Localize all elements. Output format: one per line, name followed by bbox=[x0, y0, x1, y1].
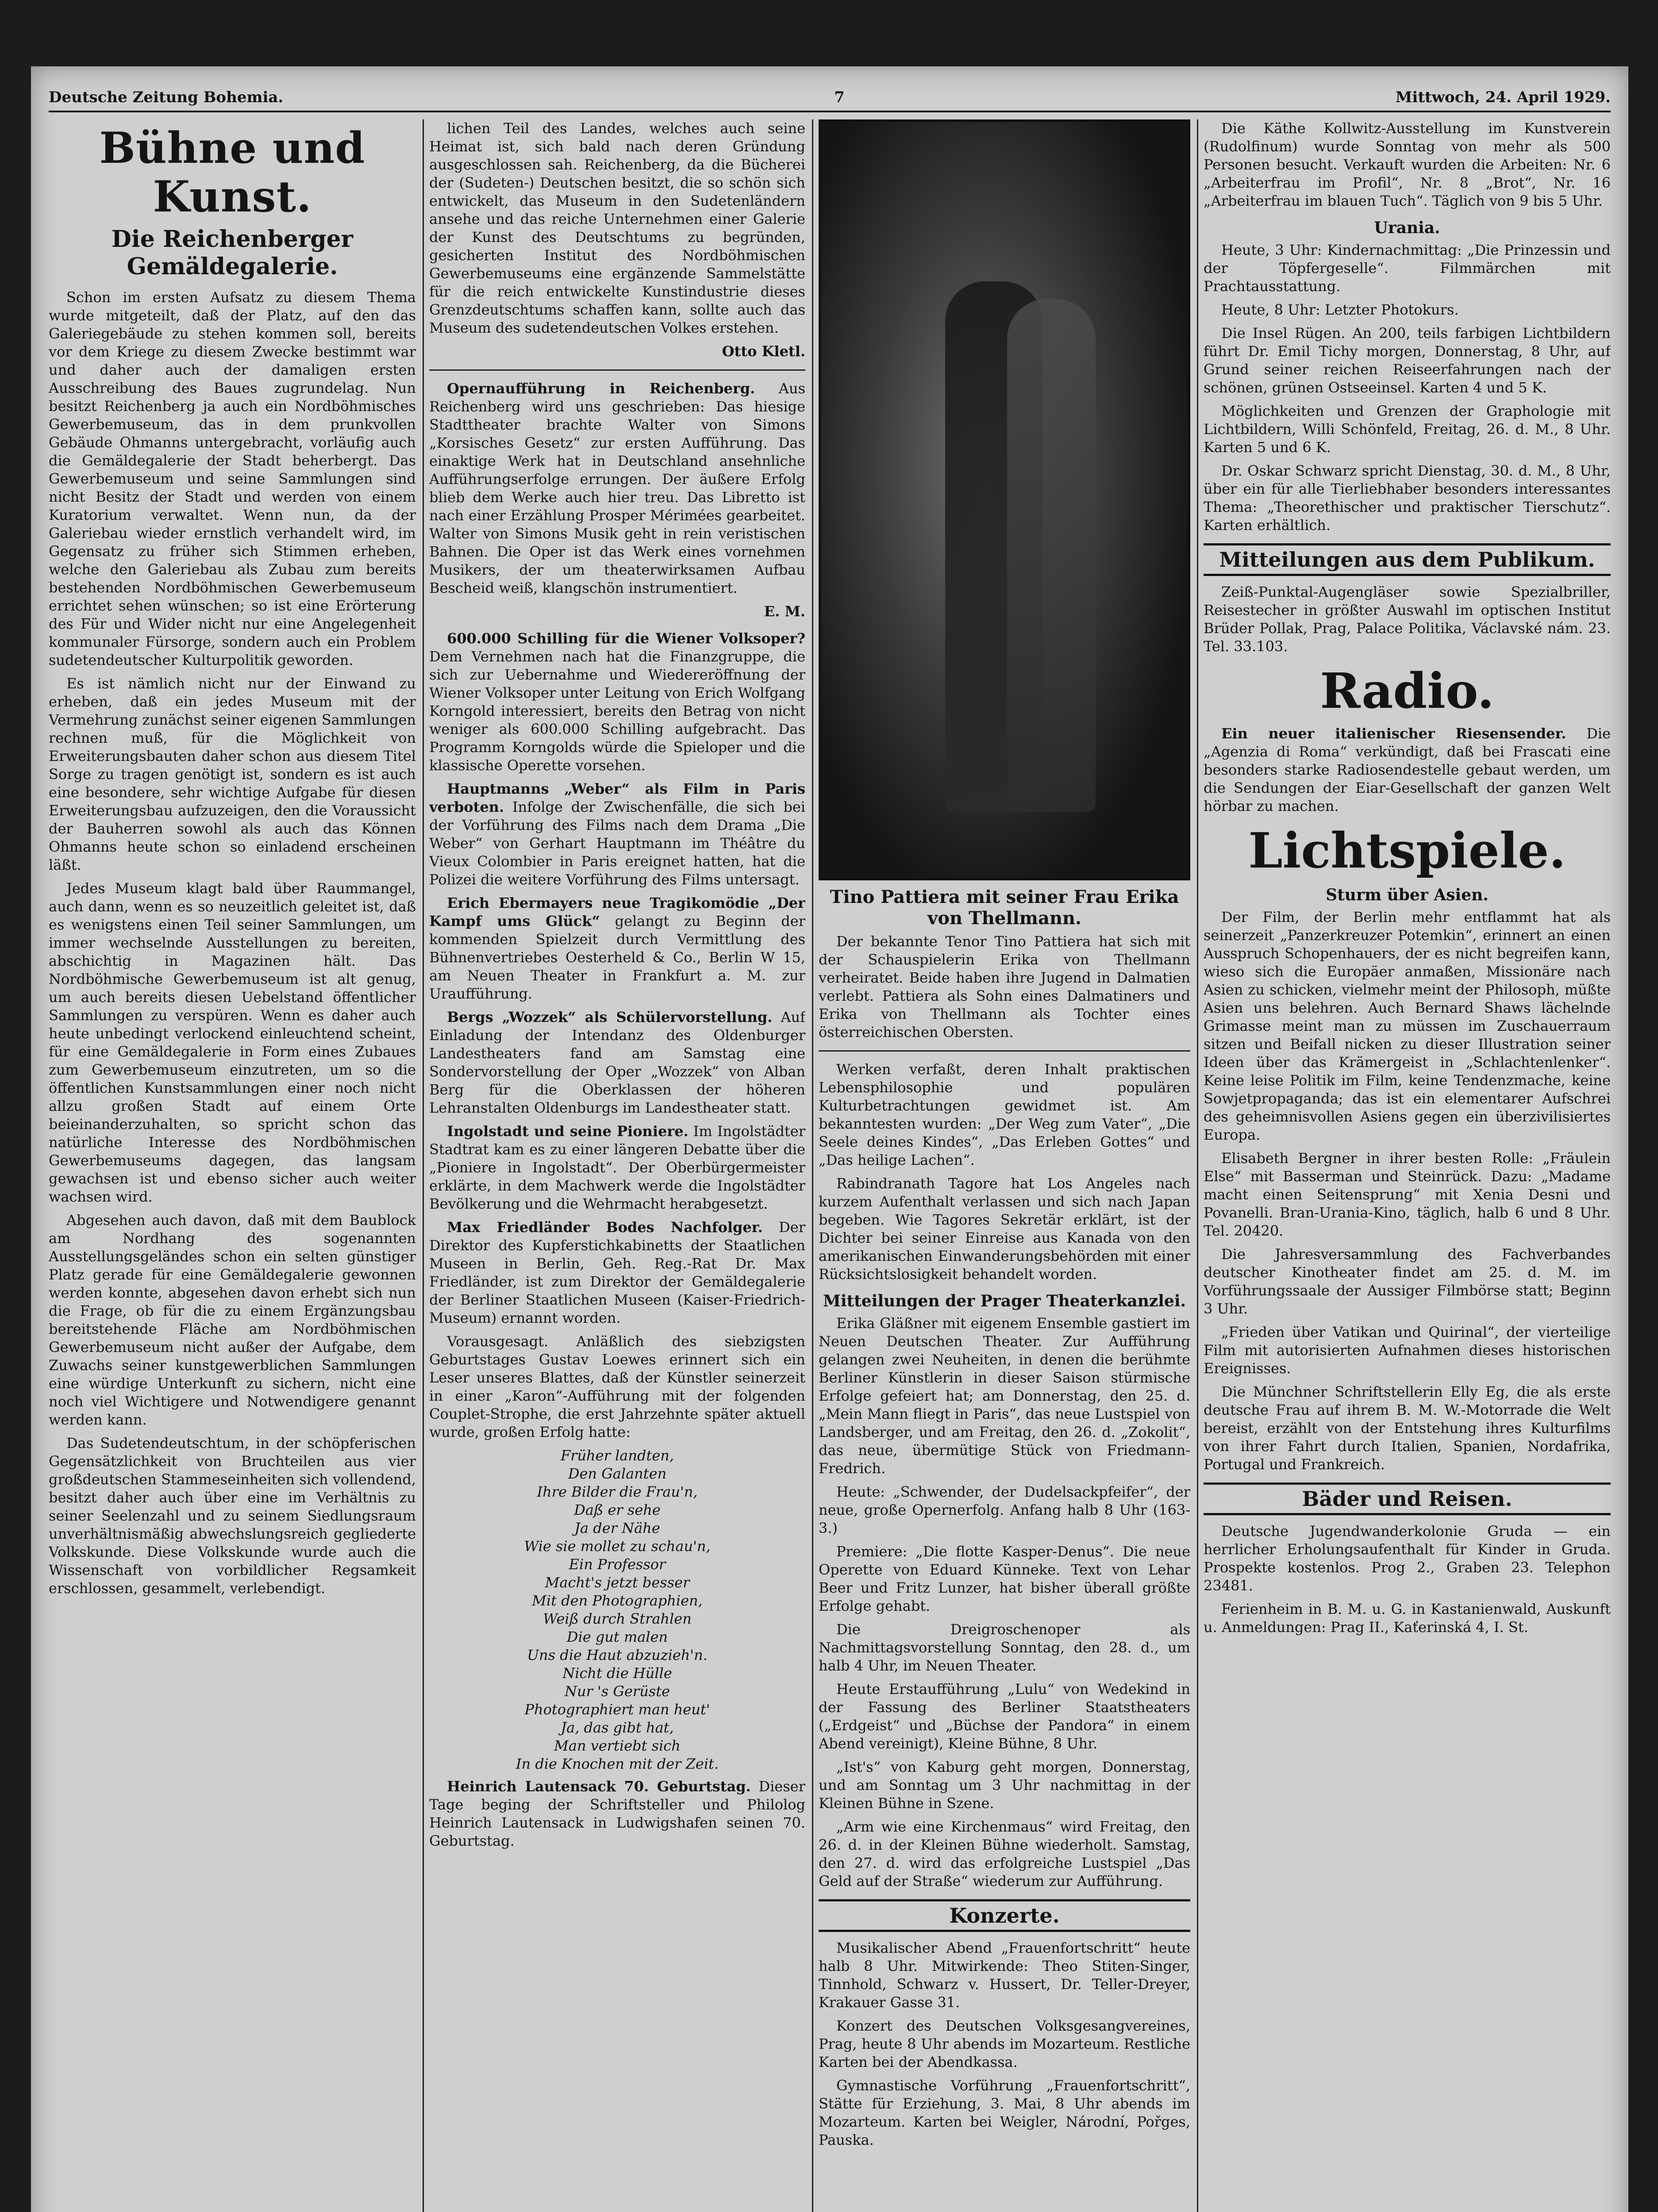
poem-line: Daß er sehe bbox=[574, 1502, 661, 1518]
section-header-baeder: Bäder und Reisen. bbox=[1204, 1482, 1611, 1515]
section-header-mitteilungen: Mitteilungen aus dem Publikum. bbox=[1204, 543, 1611, 576]
poem-line: Uns die Haut abzuzieh'n. bbox=[527, 1647, 708, 1663]
news-item-text: Aus Reichenberg wird uns geschrieben: Das hiesige Stadttheater brachte Walter von Simons „Korsisches Gesetz“ zur ersten Aufführung. Das einaktige Werk hat in Deutschland ansehnliche Aufführungserfolge errungen. Der äußere Erfolg blieb dem Werke auch hier treu. Das Libretto ist nach einer Erzählung Prosper Mérimées gearbeitet. Walter von Simons Musik geht in rein veristischen Bahnen. Die Oper ist das Werk eines vornehmen Musikers, der um theaterwirksamen Aufbau Bescheid weiß, klangschön instrumentiert. bbox=[429, 380, 805, 596]
news-item-text: Auf Einladung der Intendanz des Oldenburger Landestheaters fand am Samstag eine Sondervorstellung der Oper „Wozzek“ von Alban Berg für die Oberklassen der höheren Lehranstalten Oldenburgs im Landestheater statt. bbox=[429, 1009, 805, 1116]
urania-item: Dr. Oskar Schwarz spricht Dienstag, 30. d. M., 8 Uhr, über ein für alle Tierliebhaber besonders interessantes Thema: „Theorethischer und praktischer Tierschutz“. Karten erhältlich. bbox=[1204, 462, 1611, 534]
column-4 bbox=[1204, 119, 1611, 2212]
paragraph: Das Sudetendeutschtum, in der schöpferischen Gegensätzlichkeit von Bruchteilen aus vier großdeutschen Stammeseinheiten sich vollendend, besitzt daher auch über eine im Verhältnis zu seiner Seelenzahl und zu seinem Siedlungsraum unverhältnismäßig abwechslungsreich gegliederte Volkskunde. Diese Volkskunde wurde auch die Wissenschaft von vorbildlicher Regsamkeit erschlossen, gesammelt, verlebendigt. bbox=[49, 1435, 416, 1597]
urania-item: Heute, 3 Uhr: Kindernachmittag: „Die Prinzessin und der Töpfergeselle“. Filmmärchen mit Prachtausstattung. bbox=[1204, 242, 1611, 295]
cinema-item: Die Münchner Schriftstellerin Elly Eg, die als erste deutsche Frau auf ihrem B. M. W.-Motorrade die Welt bereist, erzählt von der Entstehung ihres Kulturfilms von ihrer Fahrt durch Italien, Spanien, Nordafrika, Portugal und Frankreich. bbox=[1204, 1383, 1611, 1473]
news-item-title: Heinrich Lautensack 70. Geburtstag. bbox=[447, 1778, 751, 1795]
news-item-title: Max Friedländer Bodes Nachfolger. bbox=[447, 1219, 763, 1236]
poem bbox=[429, 1447, 805, 1773]
paragraph: Rabindranath Tagore hat Los Angeles nach kurzem Aufenthalt verlassen und sich nach Japan begeben. Wie Tagores Sekretär erklärt, ist der Dichter bei seiner Einreise aus Kanada von den amerikanischen Einwanderungsbehörden mit einer Rücksichtslosigkeit behandelt worden. bbox=[819, 1175, 1190, 1283]
news-item-text: Der Direktor des Kupferstichkabinetts der Staatlichen Museen in Berlin, Geh. Reg.-Rat Dr. Max Friedländer, ist zum Direktor der Gemäldegalerie der Berliner Staatlichen Museen (Kaiser-Friedrich-Museum) ernannt worden. bbox=[429, 1219, 805, 1326]
column-1 bbox=[49, 119, 416, 2212]
theater-item: Erika Gläßner mit eigenem Ensemble gastiert im Neuen Deutschen Theater. Zur Aufführung gelangen zwei Neuheiten, in denen die berühmte Berliner Künstlerin in dieser Saison stürmische Erfolge gefeiert hat; am Donnerstag, den 25. d. „Mein Mann fliegt in Paris“, das neue Lustspiel von Landsberger, und am Freitag, den 26. d. „Zokolit“, das neue, übermütige Stück von Friedmann-Fredrich. bbox=[819, 1315, 1190, 1477]
article-title: Die Reichenberger Gemäldegalerie. bbox=[111, 226, 354, 280]
news-item bbox=[429, 1122, 805, 1213]
section-header-lichtspiele: Lichtspiele. bbox=[1248, 822, 1566, 879]
news-item-title: Ingolstadt und seine Pioniere. bbox=[447, 1123, 689, 1140]
news-item bbox=[429, 1218, 805, 1327]
news-item-title: 600.000 Schilling für die Wiener Volksoper? bbox=[447, 630, 805, 647]
cinema-item: Elisabeth Bergner in ihrer besten Rolle: „Fräulein Else“ mit Basserman und Steinrück. Dazu: „Madame macht einen Seitensprung“ mit Xenia Desni und Povanelli. Bran-Urania-Kino, täglich, halb 6 und 8 Uhr. Tel. 20420. bbox=[1204, 1150, 1611, 1239]
column-3 bbox=[819, 119, 1190, 2212]
radio-item-title: Ein neuer italienischer Riesensender. bbox=[1221, 725, 1566, 742]
poem-line: Weiß durch Strahlen bbox=[543, 1610, 692, 1627]
news-item bbox=[429, 780, 805, 889]
news-item bbox=[429, 894, 805, 1003]
radio-item-text: Die „Agenzia di Roma“ verkündigt, daß bei Frascati eine besonders starke Radiosendestelle gebaut werden, um die Sendungen der Eiar-Gesellschaft der ganzen Welt hörbar zu machen. bbox=[1204, 725, 1611, 814]
column-rule bbox=[1197, 119, 1198, 2212]
poem-line: Die gut malen bbox=[566, 1628, 668, 1645]
divider bbox=[819, 1050, 1190, 1052]
film-title: Sturm über Asien. bbox=[1326, 886, 1489, 904]
photo-caption: Der bekannte Tenor Tino Pattiera hat sich mit der Schauspielerin Erika von Thellmann verheiratet. Beide haben ihre Jugend in Dalmatien verlebt. Pattiera als Sohn eines Dalmatiners und Erika von Thellmann als Tochter eines österreichischen Obersten. bbox=[819, 933, 1190, 1041]
news-item-text: Dem Vernehmen nach hat die Finanzgruppe, die sich zur Uebernahme und Wiedereröffnung der Wiener Volksoper unter Leitung von Erich Wolfgang Korngold interessiert, bereits den Betrag von nicht weniger als 600.000 Schilling aufgebracht. Das Programm Korngolds würde die Spieloper und die klassische Operette vorsehen. bbox=[429, 648, 805, 774]
news-item-title: Erich Ebermayers neue Tragikomödie „Der Kampf ums Glück“ bbox=[429, 895, 805, 929]
photo-figure bbox=[1007, 299, 1096, 812]
poem-line: Macht's jetzt besser bbox=[545, 1574, 690, 1591]
urania-item: Möglichkeiten und Grenzen der Graphologie mit Lichtbildern, Willi Schönfeld, Freitag, 26. d. M., 8 Uhr. Karten 5 und 6 K. bbox=[1204, 403, 1611, 456]
news-item bbox=[429, 1333, 805, 1441]
theater-item: Die Dreigroschenoper als Nachmittagsvorstellung Sonntag, den 28. d., um halb 4 Uhr, im Neuen Theater. bbox=[819, 1621, 1190, 1674]
column-2 bbox=[429, 119, 805, 2212]
exhibition-notice: Die Käthe Kollwitz-Ausstellung im Kunstverein (Rudolfinum) wurde Sonntag von mehr als 500 Personen besucht. Verkauft wurden die Arbeiten: Nr. 6 „Arbeiterfrau im Profil“, Nr. 8 „Brot“, Nr. 16 „Arbeiterfrau im blauen Tuch“. Täglich von 9 bis 5 Uhr. bbox=[1204, 120, 1611, 209]
author-signature: E. M. bbox=[764, 603, 805, 620]
poem-line: Wie sie mollet zu schau'n, bbox=[524, 1538, 711, 1555]
concert-item: Konzert des Deutschen Volksgesangvereines, Prag, heute 8 Uhr abends im Mozarteum. Restliche Karten bei der Abendkassa. bbox=[819, 2017, 1190, 2070]
urania-item: Die Insel Rügen. An 200, teils farbigen Lichtbildern führt Dr. Emil Tichy morgen, Donnerstag, 8 Uhr, auf Grund seiner reichen Reiseerfahrungen nach der schönen, grünen Ostseeinsel. Karten 4 und 5 K. bbox=[1204, 325, 1611, 396]
news-item-title: Bergs „Wozzek“ als Schülervorstellung. bbox=[447, 1009, 773, 1025]
section-title: Bühne und Kunst. bbox=[99, 123, 365, 222]
column-rule bbox=[812, 119, 813, 2212]
issue-date: Mittwoch, 24. April 1929. bbox=[1395, 88, 1611, 106]
urania-item: Heute, 8 Uhr: Letzter Photokurs. bbox=[1221, 301, 1459, 318]
radio-item bbox=[1204, 725, 1611, 815]
newspaper-name: Deutsche Zeitung Bohemia. bbox=[49, 88, 284, 106]
newspaper-page bbox=[31, 66, 1628, 2212]
page-header bbox=[49, 84, 1611, 112]
news-item-text: Im Ingolstädter Stadtrat kam es zu einer längeren Debatte über die „Pioniere in Ingolstadt“. Der Oberbürgermeister erklärte, in dem Machwerk werde die Ingolstädter Bevölkerung und die Wehrmacht herabgesetzt. bbox=[429, 1123, 805, 1212]
paragraph: Werken verfaßt, deren Inhalt praktischen Lebensphilosophie und populären Kulturbetrachtungen gewidmet ist. Am bekanntesten wurden: „Der Weg zum Vater“, „Die Seele deines Kindes“, „Das Erleben Gottes“ und „Das heilige Lachen“. bbox=[819, 1061, 1190, 1168]
travel-item: Ferienheim in B. M. u. G. in Kastanienwald, Auskunft u. Anmeldungen: Prag II., Kaťerinská 4, I. St. bbox=[1204, 1601, 1611, 1636]
column-rule bbox=[423, 119, 424, 2212]
cinema-item: „Frieden über Vatikan und Quirinal“, der vierteilige Film mit autorisierten Aufnahmen dieses historischen Ereignisses. bbox=[1204, 1324, 1611, 1377]
paragraph: Schon im ersten Aufsatz zu diesem Thema wurde mitgeteilt, daß der Platz, auf den das Galeriegebäude zu stehen kommen soll, bereits vor dem Kriege zu diesem Zwecke bestimmt war und daher auch der damaligen ersten Ausschreibung des Baues zugrundelag. Nun besitzt Reichenberg ja auch ein Nordböhmisches Gewerbemuseum, das in dem prunkvollen Gebäude Ohmanns untergebracht, vorläufig auch die Gemäldegalerie der Stadt beherbergt. Das Gewerbemuseum und seine Sammlungen sind nicht Besitz der Stadt und werden von einem Kuratorium verwaltet. Wenn nun, da der Galeriebau wieder ernstlich verhandelt wird, im Gegensatz zu früher sich Stimmen erheben, welche den Galeriebau als Zubau zum bereits bestehenden Nordböhmischen Gewerbemuseum errichtet sehen wünschen; so ist eine Erörterung des Für und Wider nicht nur eine Angelegenheit kommunaler Fürsorge, sondern auch ein Problem sudetendeutscher Kulturpolitik geworden. bbox=[49, 289, 416, 668]
concert-item: Musikalischer Abend „Frauenfortschritt“ heute halb 8 Uhr. Mitwirkende: Theo Stiten-Singer, Tinnhold, Schwarz v. Hussert, Dr. Teller-Dreyer, Krakauer Gasse 31. bbox=[819, 1939, 1190, 2011]
poem-line: Man vertiebt sich bbox=[554, 1737, 681, 1754]
poem-line: Mit den Photographien, bbox=[532, 1592, 703, 1609]
poem-line: Photographiert man heut' bbox=[524, 1701, 710, 1718]
poem-line: Den Galanten bbox=[568, 1465, 667, 1482]
subsection-title: Mitteilungen der Prager Theaterkanzlei. bbox=[823, 1292, 1186, 1310]
news-item bbox=[429, 380, 805, 597]
poem-line: Ihre Bilder die Frau'n, bbox=[537, 1483, 698, 1500]
news-item-text: Infolge der Zwischenfälle, die sich bei der Vorführung des Films nach dem Drama „Die Weber“ von Gerhart Hauptmann im Théâtre du Vieux Colombier in Paris ereignet hatten, hat die Polizei die weitere Vorführung des Films untersagt. bbox=[429, 799, 805, 888]
poem-line: In die Knochen mit der Zeit. bbox=[515, 1755, 719, 1772]
author-signature: Otto Kletl. bbox=[722, 343, 805, 360]
poem-line: Ja, das gibt hat, bbox=[561, 1719, 674, 1736]
theater-item: Heute: „Schwender, der Dudelsackpfeifer“, der neue, große Opernerfolg. Anfang halb 8 Uhr (163-3.) bbox=[819, 1483, 1190, 1536]
poem-line: Ein Professor bbox=[569, 1556, 666, 1573]
divider bbox=[429, 369, 805, 371]
subsection-title: Urania. bbox=[1374, 219, 1440, 237]
poem-line: Nur 's Gerüste bbox=[564, 1683, 670, 1700]
news-item-title: Hauptmanns „Weber“ als Film in Paris verboten. bbox=[429, 780, 805, 815]
concert-item: Gymnastische Vorführung „Frauenfortschritt“, Stätte für Erziehung, 3. Mai, 8 Uhr abends im Mozarteum. Karten bei Weigler, Národní, Pořges, Pauska. bbox=[819, 2077, 1190, 2148]
paragraph: lichen Teil des Landes, welches auch seine Heimat ist, sich bald nach deren Gründung ausgeschlossen sah. Reichenberg, da die Bücherei der (Sudeten-) Deutschen besitzt, die so schön sich entwickelt, das Museum in den Sudetenländern ansehe und das reiche Unternehmen einer Galerie der Kunst des Deutschtums zu begründen, gesicherten Institut des Nordböhmischen Gewerbemuseums eine ergänzende Sammelstätte für die reich entwickelte Kunstindustrie dieses Grenzdeutschtums schaffen kann, sollte auch das Museum des sudetendeutschen Volkes erstehen. bbox=[429, 120, 805, 336]
poem-line: Früher landten, bbox=[560, 1447, 674, 1464]
section-header-konzerte: Konzerte. bbox=[819, 1899, 1190, 1932]
paragraph: Jedes Museum klagt bald über Raummangel, auch dann, wenn es so neuzeitlich geleitet ist, daß es wenigstens einen Teil seiner Sammlungen, um immer wechselnde Ausstellungen zu bereiten, abschichtig in Magazinen hält. Das Nordböhmische Gewerbemuseum ist alt genug, um auch bereits diesen Uebelstand öffentlicher Sammlungen zu verspüren. Wenn es daher auch heute unbedingt verlockend einleuchtend scheint, für eine Gemäldegalerie in Form eines Zubaues zum Gewerbemuseum einzutreten, um so die öffentlichen Kunstsammlungen einer noch nicht allzu großen Stadt auf einem Orte beieinanderzuhalten, so spricht schon das natürliche Interesse des Nordböhmischen Gewerbemuseums dagegen, das langsam gewachsen ist und ebenso sicher auch weiter wachsen wird. bbox=[49, 880, 416, 1205]
news-item bbox=[429, 1008, 805, 1117]
poem-line: Nicht die Hülle bbox=[562, 1665, 672, 1682]
theater-item: „Arm wie eine Kirchenmaus“ wird Freitag, den 26. d. in der Kleinen Bühne wiederholt. Samstag, den 27. d. wird das erfolgreiche Lustspiel „Das Geld auf der Straße“ wiederum zur Aufführung. bbox=[819, 1818, 1190, 1889]
theater-item: „Ist's“ von Kaburg geht morgen, Donnerstag, und am Sonntag um 3 Uhr nachmittag in der Kleinen Bühne in Szene. bbox=[819, 1759, 1190, 1812]
news-item bbox=[429, 630, 805, 775]
news-item-title: Opernaufführung in Reichenberg. bbox=[447, 380, 755, 397]
photo-couple bbox=[819, 119, 1190, 880]
theater-item: Heute Erstaufführung „Lulu“ von Wedekind in der Fassung des Berliner Staatstheaters („Erdgeist“ und „Büchse der Pandora“ in einem Abend vereinigt), Kleine Bühne, 8 Uhr. bbox=[819, 1681, 1190, 1752]
paragraph: Zeiß-Punktal-Augengläser sowie Spezialbriller, Reisestecher in größter Auswahl im optischen Institut Brüder Pollak, Prag, Palace Politika, Václavské nám. 23. Tel. 33.103. bbox=[1204, 584, 1611, 655]
news-item-text: Dieser Tage beging der Schriftsteller und Philolog Heinrich Lautensack in Ludwigshafen seinen 70. Geburtstag. bbox=[429, 1778, 805, 1849]
page-number: 7 bbox=[834, 88, 845, 106]
photo-caption-title: Tino Pattiera mit seiner Frau Erika von Thellmann. bbox=[830, 887, 1179, 929]
news-item-text: gelangt zu Beginn der kommenden Spielzeit durch Vermittlung des Bühnenvertriebes Oesterheld & Co., Berlin W 15, am Neuen Theater in Frankfurt a. M. zur Uraufführung. bbox=[429, 913, 805, 1002]
paragraph: Der Film, der Berlin mehr entflammt hat als seinerzeit „Panzerkreuzer Potemkin“, erinnert an einen Ausspruch Schopenhauers, der es nicht begreifen kann, wieso sich die Europäer anmaßen, Missionäre nach Asien zu schicken, vielmehr meint der Philosoph, müßte Asien uns belehren. Auch Bernard Shaws lächelnde Grimasse meint man zu müssen im Zuschauerraum sitzen und Beifall nicken zu dieser Illustration seiner Ideen über das Krämergeist in „Schlachtenlenker“. Keine leise Politik im Film, keine Tendenzmache, keine Sowjetpropaganda; das ist ein elementarer Aufschrei des geheimnisvollen Asiens gegen ein überzivilisiertes Europa. bbox=[1204, 909, 1611, 1143]
cinema-item: Die Jahresversammlung des Fachverbandes deutscher Kinotheater findet am 25. d. M. im Vorführungssaale der Aussiger Filmbörse statt; Beginn 3 Uhr. bbox=[1204, 1246, 1611, 1317]
paragraph: Es ist nämlich nicht nur der Einwand zu erheben, daß ein jedes Museum mit der Vermehrung zunächst seiner eigenen Sammlungen rechnen muß, für die Möglichkeit von Erweiterungsbauten daher schon aus diesem Titel Sorge zu tragen genötigt ist, sondern es ist auch eine besondere, sehr wichtige Aufgabe für diesen Erweiterungsbau aufzuzeigen, den die Voraussicht der Bauherren sowohl als auch das Können Ohmanns heute schon so einladend erscheinen läßt. bbox=[49, 675, 416, 873]
news-item bbox=[429, 1778, 805, 1850]
travel-item: Deutsche Jugendwanderkolonie Gruda — ein herrlicher Erholungsaufenthalt für Kinder in Gruda. Prospekte kostenlos. Prog 2., Graben 23. Telephon 23481. bbox=[1204, 1523, 1611, 1594]
theater-item: Premiere: „Die flotte Kasper-Denus“. Die neue Operette von Eduard Künneke. Text von Lehar Beer und Fritz Lunzer, hat bisher überall größte Erfolge gehabt. bbox=[819, 1543, 1190, 1614]
news-item-text: Vorausgesagt. Anläßlich des siebzigsten Geburtstages Gustav Loewes erinnert sich ein Leser unseres Blattes, daß der Künstler seinerzeit in einer „Karon“-Aufführung mit der folgenden Couplet-Strophe, die erst Jahrzehnte später aktuell wurde, großen Erfolg hatte: bbox=[429, 1333, 805, 1440]
paragraph: Abgesehen auch davon, daß mit dem Baublock am Nordhang des sogenannten Ausstellungsgeländes schon ein selten günstiger Platz gerade für eine Gemäldegalerie gewonnen werden konnte, abgesehen davon erhebt sich nun die Frage, ob für die zu einem Ergänzungsbau bereitstehende Fläche am Nordböhmischen Gewerbemuseum nicht außer der Aufgabe, dem Zuwachs seiner kunstgewerblichen Sammlungen eine würdige Unterkunft zu sichern, nicht eine noch viel Wichtigere und Notwendigere genannt werden kann. bbox=[49, 1212, 416, 1428]
section-header-radio: Radio. bbox=[1320, 662, 1494, 719]
poem-line: Ja der Nähe bbox=[574, 1520, 660, 1536]
